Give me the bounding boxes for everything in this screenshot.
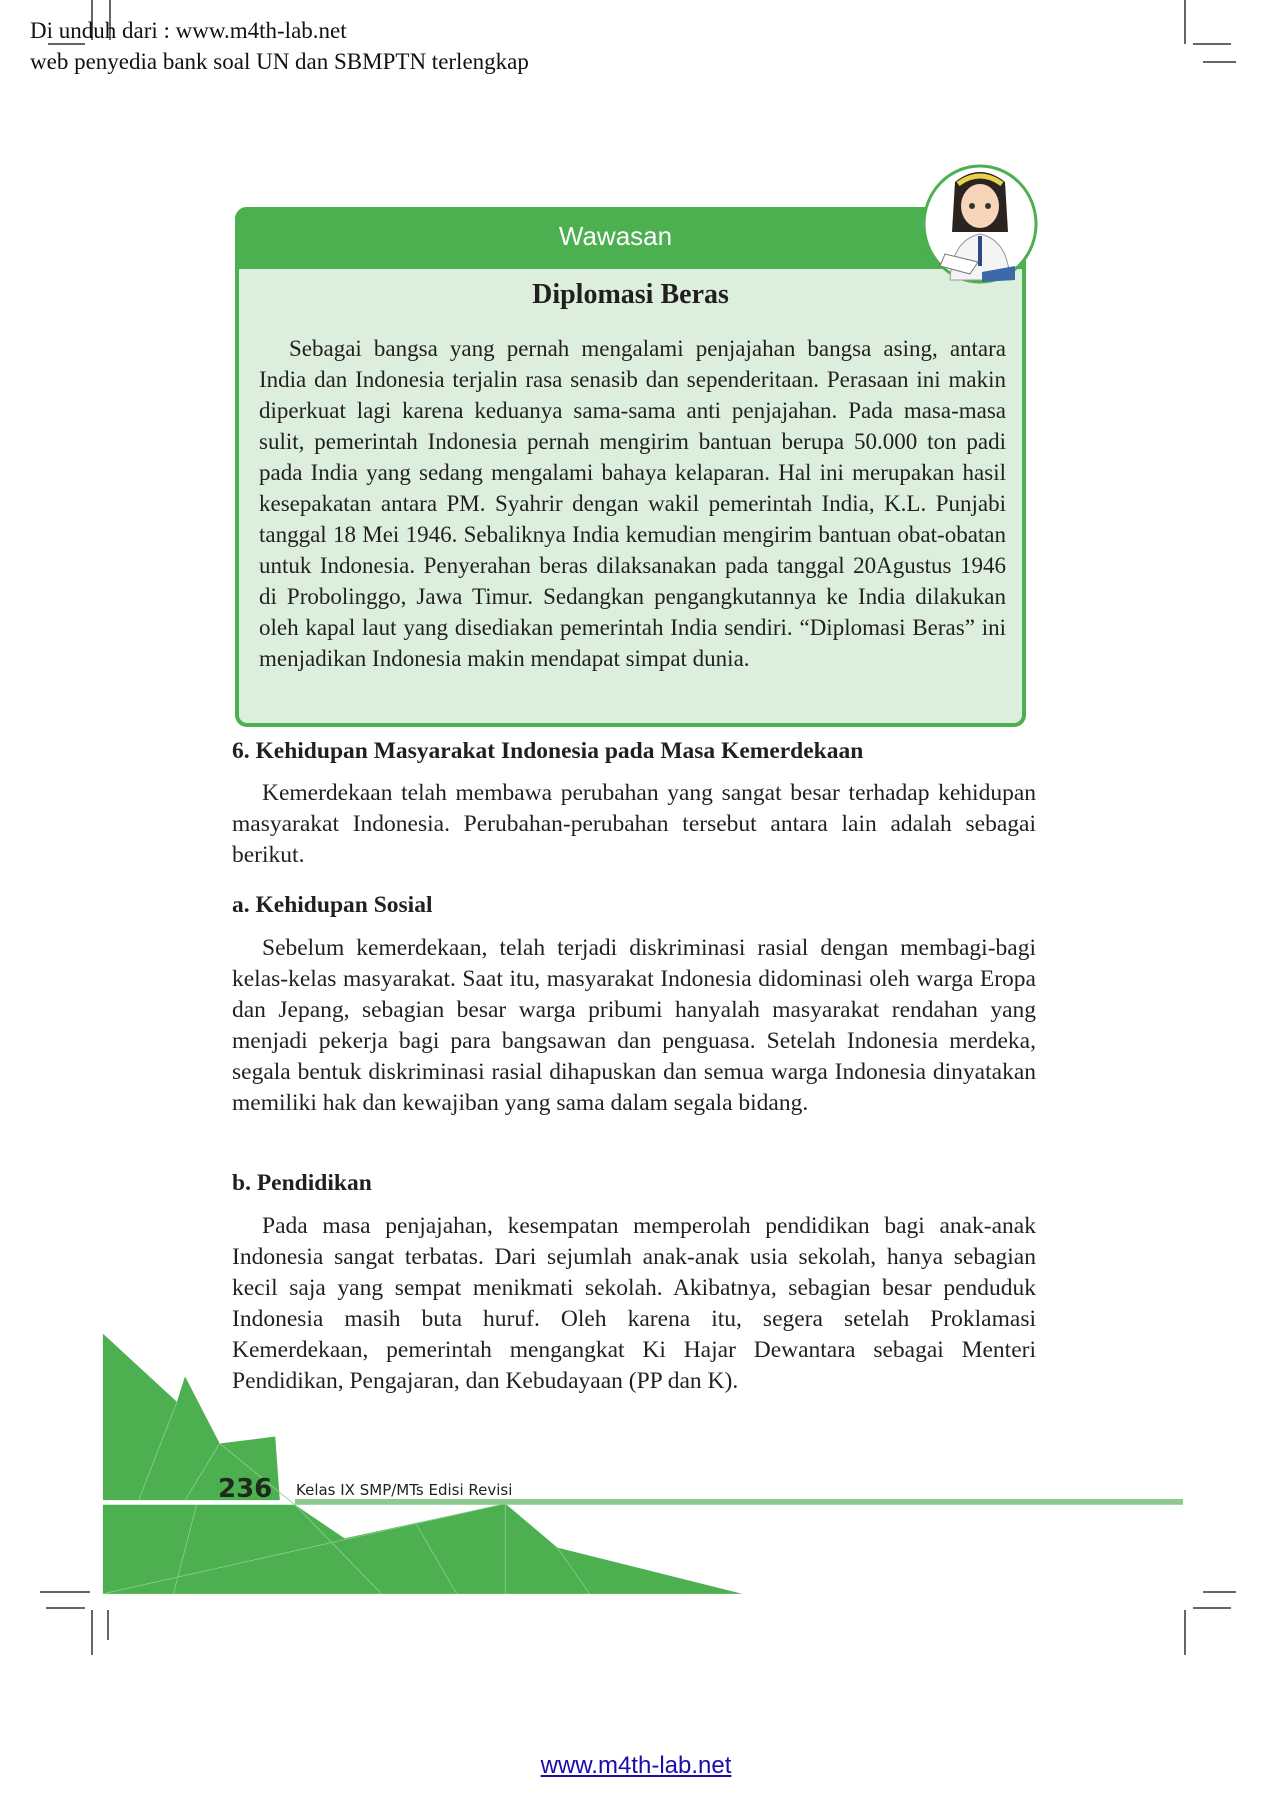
page-number: 236 (218, 1474, 273, 1504)
subsection-a-heading: a. Kehidupan Sosial (232, 892, 433, 918)
subsection-b-text: Pada masa penjajahan, kesempatan memperolah pendidikan bagi anak-anak Indonesia sangat terbatas. Dari sejumlah anak-anak usia sekolah, hanya sebagian kecil saja yang sempat menikmati sekolah. Akibatnya, sebagian besar penduduk Indonesia masih buta huruf. Oleh karena itu, segera setelah Proklamasi Kemerdekaan, pemerintah mengangkat Ki Hajar Dewantara sebagai Menteri Pendidikan, Pengajaran, dan Kebudayaan (PP dan K). (232, 1213, 1036, 1394)
subsection-a-text: Sebelum kemerdekaan, telah terjadi diskriminasi rasial dengan membagi-bagi kelas-kelas masyarakat. Saat itu, masyarakat Indonesia didominasi oleh warga Eropa dan Jepang, sebagian besar warga pribumi hanyalah masyarakat rendahan yang menjadi pekerja bagi para bangsawan dan penguasa. Setelah Indonesia merdeka, segala bentuk diskriminasi rasial dihapuskan dan semua warga Indonesia dinyatakan memiliki hak dan kewajiban yang sama dalam segala bidang. (232, 935, 1036, 1116)
footer-link[interactable]: www.m4th-lab.net (540, 1752, 732, 1779)
section-6-heading: 6. Kehidupan Masyarakat Indonesia pada Masa Kemerdekaan (232, 738, 864, 764)
watermark-line-2: web penyedia bank soal UN dan SBMPTN terlengkap (30, 49, 529, 74)
section-6-intro: Kemerdekaan telah membawa perubahan yang sangat besar terhadap kehidupan masyarakat Indonesia. Perubahan-perubahan tersebut antara lain adalah sebagai berikut. (232, 780, 1036, 868)
watermark-line-1: Di unduh dari : www.m4th-lab.net (30, 18, 347, 43)
insight-paragraph: Sebagai bangsa yang pernah mengalami penjajahan bangsa asing, antara India dan Indonesia terjalin rasa senasib dan sependeritaan. Perasaan ini makin diperkuat lagi karena keduanya sama-sama anti penjajahan. Pada masa-masa sulit, pemerintah Indonesia pernah mengirim bantuan berupa 50.000 ton padi pada India yang sedang mengalami bahaya kelaparan. Hal ini merupakan hasil kesepakatan antara PM. Syahrir dengan wakil pemerintah India, K.L. Punjabi tanggal 18 Mei 1946. Sebaliknya India kemudian mengirim bantuan obat-obatan untuk Indonesia. Penyerahan beras dilaksanakan pada tanggal 20Agustus 1946 di Probolinggo, Jawa Timur. Sedangkan pengangkutannya ke India dilakukan oleh kapal laut yang disediakan pemerintah India sendiri. “Diplomasi Beras” ini menjadikan Indonesia makin mendapat simpat dunia. (259, 336, 1006, 671)
insight-label: Wawasan (558, 221, 673, 251)
book-title: Kelas IX SMP/MTs Edisi Revisi (296, 1481, 513, 1499)
insight-title: Diplomasi Beras (532, 279, 729, 310)
subsection-b-heading: b. Pendidikan (232, 1170, 372, 1196)
